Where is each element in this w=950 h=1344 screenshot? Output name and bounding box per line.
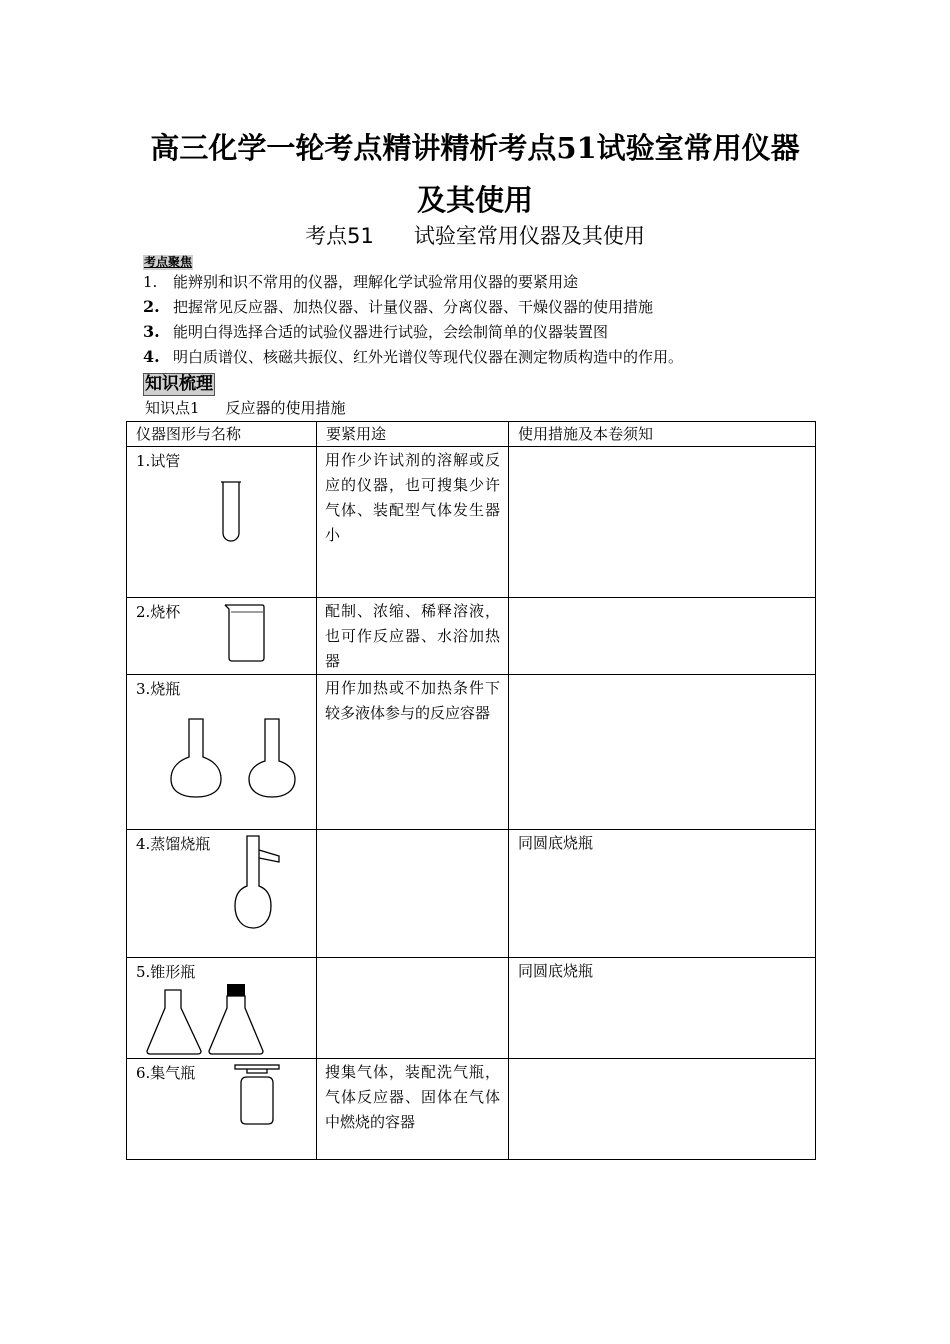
knowledge-point-label: 知识点1 [145, 399, 200, 417]
conical-flask-icon [145, 988, 203, 1056]
objective-item [143, 321, 608, 343]
subtitle-text: 试验室常用仪器及其使用 [413, 224, 645, 248]
table-row [127, 598, 816, 675]
column-header: 仪器图形与名称 [136, 425, 242, 443]
objective-text: 能辨别和识不常用的仪器，理解化学试验常用仪器的要紧用途 [173, 273, 579, 291]
instrument-note: 同圆底烧瓶 [518, 962, 594, 980]
objective-item [143, 346, 683, 368]
section-subtitle [0, 221, 950, 251]
subtitle-number: 考点51 [305, 224, 374, 248]
instrument-use [317, 958, 508, 959]
instrument-note [509, 598, 815, 599]
table-row [127, 447, 816, 598]
instrument-note: 同圆底烧瓶 [518, 834, 594, 852]
instrument-use [317, 830, 508, 831]
instrument-note [509, 447, 815, 448]
distilling-flask-icon [231, 834, 283, 932]
instrument-name: 4.蒸馏烧瓶 [136, 835, 211, 853]
knowledge-tag: 知识梳理 [145, 374, 213, 394]
gas-jar-icon [233, 1063, 281, 1127]
column-header: 要紧用途 [326, 425, 387, 443]
objective-text: 能明白得选择合适的试验仪器进行试验，会绘制简单的仪器装置图 [173, 323, 609, 341]
instrument-use: 用作少许试剂的溶解或反应的仪器，也可搜集少许气体、装配型气体发生器小 [325, 451, 500, 544]
instrument-name: 2.烧杯 [136, 603, 181, 621]
instrument-use: 搜集气体，装配洗气瓶，气体反应器、固体在气体中燃烧的容器 [325, 1063, 500, 1131]
objective-item [143, 271, 578, 293]
instrument-name: 1.试管 [136, 452, 181, 470]
instrument-name: 6.集气瓶 [136, 1064, 196, 1082]
instrument-table [126, 421, 816, 1160]
round-flask-icon [247, 717, 297, 801]
instrument-use: 配制、浓缩、稀释溶液，也可作反应器、水浴加热器 [325, 602, 500, 670]
instrument-name: 3.烧瓶 [136, 680, 181, 698]
instrument-note [509, 675, 815, 676]
table-row [127, 830, 816, 958]
objective-item [143, 296, 653, 318]
objective-number: 3. [143, 322, 160, 341]
table-row [127, 1059, 816, 1160]
column-header: 使用措施及本卷须知 [518, 425, 654, 443]
beaker-icon [223, 602, 269, 664]
page-title: 高三化学一轮考点精讲精析考点51试验室常用仪器 [150, 131, 800, 165]
knowledge-point-text: 反应器的使用措施 [225, 399, 346, 417]
conical-flask-icon [207, 982, 265, 1056]
instrument-use: 用作加热或不加热条件下较多液体参与的反应容器 [325, 679, 500, 722]
page-title-line2: 及其使用 [416, 183, 533, 217]
objective-text: 明白质谱仪、核磁共振仪、红外光谱仪等现代仪器在测定物质构造中的作用。 [173, 348, 684, 366]
objective-number: 2. [143, 297, 160, 316]
objective-number: 1. [143, 273, 158, 291]
test-tube-icon [219, 477, 243, 543]
instrument-note [509, 1059, 815, 1060]
instrument-name: 5.锥形瓶 [136, 963, 196, 981]
knowledge-point [145, 397, 346, 419]
table-header-row [127, 422, 816, 447]
focus-tag: 考点聚焦 [144, 255, 193, 269]
objective-number: 4. [143, 347, 160, 366]
table-row [127, 675, 816, 830]
round-flask-icon [169, 717, 223, 801]
table-row [127, 958, 816, 1059]
objective-text: 把握常见反应器、加热仪器、计量仪器、分离仪器、干燥仪器的使用措施 [173, 298, 654, 316]
